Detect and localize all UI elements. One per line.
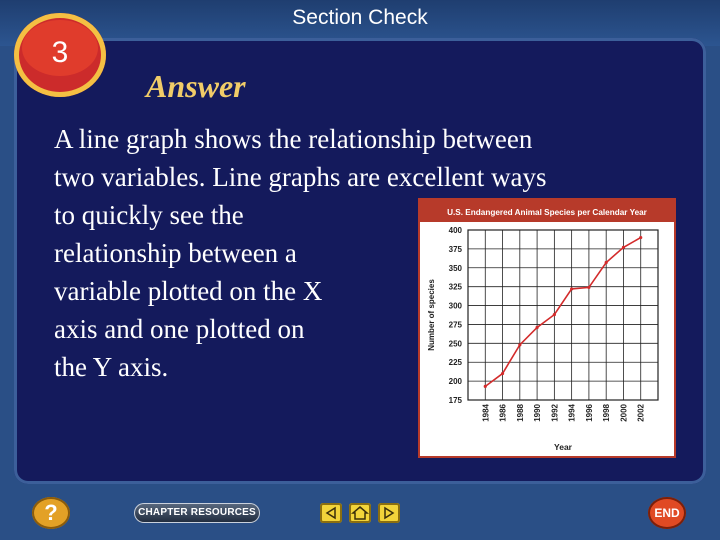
data-point <box>553 313 556 316</box>
x-tick-label: 2000 <box>619 404 629 422</box>
previous-button[interactable] <box>320 503 342 523</box>
chart-title: U.S. Endangered Animal Species per Calendar Year <box>447 208 647 217</box>
x-axis-label: Year <box>554 442 572 452</box>
answer-line: relationship between a <box>54 238 297 268</box>
y-tick-label: 400 <box>448 226 462 235</box>
data-point <box>605 261 608 264</box>
data-point <box>518 343 521 346</box>
answer-line: the Y axis. <box>54 352 169 382</box>
arrow-right-icon <box>378 503 400 523</box>
y-tick-label: 175 <box>448 396 462 405</box>
y-tick-label: 225 <box>448 358 462 368</box>
x-tick-label: 1988 <box>515 404 525 422</box>
x-tick-label: 1994 <box>567 404 577 422</box>
home-button[interactable] <box>349 503 371 523</box>
line-chart <box>418 198 676 458</box>
x-tick-label: 1990 <box>533 404 543 422</box>
line-chart-svg <box>420 200 674 456</box>
series-line <box>485 238 640 387</box>
answer-line: axis and one plotted on <box>54 314 305 344</box>
home-icon <box>349 503 371 523</box>
next-button[interactable] <box>378 503 400 523</box>
arrow-left-icon <box>320 503 342 523</box>
data-point <box>484 385 487 388</box>
x-tick-label: 1986 <box>498 404 508 422</box>
help-button[interactable]: ? <box>32 497 70 529</box>
y-tick-label: 300 <box>448 301 462 311</box>
y-tick-label: 250 <box>448 339 462 349</box>
section-number: 3 <box>51 36 69 69</box>
end-button[interactable]: END <box>648 497 686 529</box>
x-tick-label: 2002 <box>636 404 646 422</box>
x-tick-label: 1992 <box>550 404 560 422</box>
answer-line: A line graph shows the relationship between <box>54 124 533 154</box>
y-axis-label: Number of species <box>427 279 436 351</box>
y-tick-label: 200 <box>448 377 462 387</box>
x-tick-label: 1996 <box>584 404 594 422</box>
answer-line: variable plotted on the X <box>54 276 323 306</box>
x-tick-label: 1998 <box>602 404 612 422</box>
data-point <box>501 372 504 375</box>
chapter-resources-button[interactable]: CHAPTER RESOURCES <box>134 503 260 523</box>
data-point <box>570 287 573 290</box>
x-tick-label: 1984 <box>481 404 491 422</box>
answer-heading: Answer <box>146 68 246 104</box>
y-tick-label: 275 <box>448 320 462 330</box>
y-tick-label: 325 <box>448 282 462 292</box>
plot-frame <box>468 230 658 400</box>
page-title: Section Check <box>292 6 428 29</box>
data-point <box>639 236 642 239</box>
answer-line: two variables. Line graphs are excellent ways <box>54 162 547 192</box>
y-tick-label: 350 <box>448 263 462 273</box>
y-tick-label: 375 <box>448 244 462 254</box>
answer-line: to quickly see the <box>54 200 244 230</box>
data-point <box>622 246 625 249</box>
data-point <box>587 286 590 289</box>
data-point <box>535 326 538 329</box>
